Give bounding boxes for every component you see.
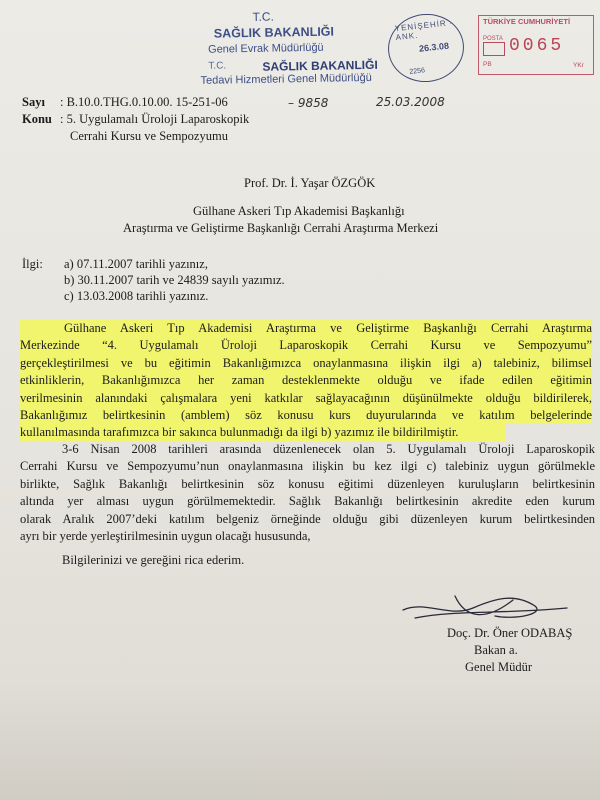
body-paragraph-1 [20, 320, 592, 442]
recipient-name: Prof. Dr. İ. Yaşar ÖZGÖK [244, 176, 376, 190]
incoming-document-stamp [199, 7, 415, 87]
stamp-line-tc-overlay: T.C. [208, 60, 227, 72]
paragraph-line: Bakanlığımız belirtkesinin (amblem) söz konusu kurs duyurularında ve katılım belgelerinde [20, 407, 592, 424]
postmark-date: 26.3.08 [418, 40, 450, 54]
ilgi-item: a) 07.11.2007 tarihli yazınız, [64, 257, 208, 271]
paragraph-line: gerçekleştirilmesi ve bu eğitimin Bakanlığımızca onaylanmasına ilişkin ilgi a) talebiniz, bilimsel [20, 355, 592, 372]
closing-line: Bilgilerinizi ve gereğini rica ederim. [62, 553, 245, 567]
ptt-logo-icon [483, 42, 505, 56]
konu-value-line2: Cerrahi Kursu ve Sempozyumu [70, 129, 228, 143]
sayi-value: : B.10.0.THG.0.10.00. 15-251-06 [60, 95, 228, 109]
stamp-line-ministry-2: SAĞLIK BAKANLIĞI [262, 57, 378, 74]
handwritten-date: 25.03.2008 [376, 95, 445, 109]
postmark-city: YENİŞEHİR - ANK. [394, 18, 454, 43]
body-paragraph-2 [20, 441, 595, 545]
paragraph-line: Gülhane Askeri Tıp Akademisi Araştırma ve Geliştirme Başkanlığı Cerrahi Araştırma [20, 320, 592, 337]
konu-label: Konu [22, 112, 52, 126]
page-shadow [0, 680, 600, 800]
paragraph-line: Merkezinde “4. Uygulamalı Üroloji Laparoskopik Cerrahi Kursu ve Sempozyumu” [20, 337, 592, 354]
signatory-name: Doç. Dr. Öner ODABAŞ [447, 626, 573, 640]
paragraph-line: olarak Aralık 2007’deki katılım belgeniz örneğinde olduğu gibi düzenleyen kurum belirtkesinden [20, 511, 595, 526]
paragraph-line: ayrı bir yerde yerleştirilmesinin uygun olacağı hususunda, [20, 529, 311, 544]
stamp-line-ministry: SAĞLIK BAKANLIĞI [213, 24, 335, 41]
sayi-label: Sayı [22, 95, 45, 109]
signatory-position: Genel Müdür [465, 660, 532, 674]
paragraph-line: etkinliklerin, Bakanlığımızca her zaman desteklenmekte olduğu ve ifade edilen eğitimin [20, 372, 592, 389]
ilgi-label: İlgi: [22, 257, 43, 271]
meter-posta: POSTA [483, 36, 503, 42]
signatory-title: Bakan a. [474, 643, 518, 657]
recipient-institution: Gülhane Askeri Tıp Akademisi Başkanlığı [193, 204, 405, 218]
paragraph-line: verilmesinin alanındaki çalışmalara yeni katkılar sağlayacağının düşünülmekte olduğu bildirilerek, [20, 390, 592, 407]
meter-value: 0065 [509, 36, 565, 56]
ilgi-item: c) 13.03.2008 tarihli yazınız. [64, 289, 209, 303]
meter-ykr: YKr [573, 62, 584, 69]
paragraph-line: altında yer alması uygun görülmemektedir. Sağlık Bakanlığı belirtkesinin akredite eden kurum [20, 494, 595, 509]
paragraph-line: birlikte, Sağlık Bakanlığı belirtkesinin söz konusu eğitimi düzenleyen kuruluşların belirtkesinin [20, 476, 595, 491]
meter-pb: PB [483, 61, 492, 68]
paragraph-line: kullanılmasında tarafımızca bir sakınca bulunmadığı da ilgi b) yazımız ile bildirilmiştir. [20, 424, 505, 441]
meter-header: TÜRKİYE CUMHURİYETİ [483, 17, 571, 26]
recipient-department: Araştırma ve Geliştirme Başkanlığı Cerrahi Araştırma Merkezi [123, 221, 439, 235]
paragraph-line: Cerrahi Kursu ve Sempozyumu’nun onaylanmasına ilişkin bu kez ilgi c) talebiniz uygun görülmekle [20, 459, 595, 474]
konu-value-line1: : 5. Uygulamalı Üroloji Laparoskopik [60, 112, 250, 126]
postmark-number: 2256 [409, 67, 426, 76]
stamp-line-department: Tedavi Hizmetleri Genel Müdürlüğü [200, 71, 372, 87]
postage-meter-stamp [478, 15, 594, 75]
sayi-handwritten-number: – 9858 [288, 96, 329, 110]
ilgi-item: b) 30.11.2007 tarih ve 24839 sayılı yazımız. [64, 273, 285, 287]
paragraph-line: 3-6 Nisan 2008 tarihleri arasında düzenlenecek olan 5. Uygulamalı Üroloji Laparoskopik [62, 442, 595, 456]
stamp-line-tc: T.C. [252, 9, 274, 24]
stamp-line-archive: Genel Evrak Müdürlüğü [207, 41, 324, 56]
